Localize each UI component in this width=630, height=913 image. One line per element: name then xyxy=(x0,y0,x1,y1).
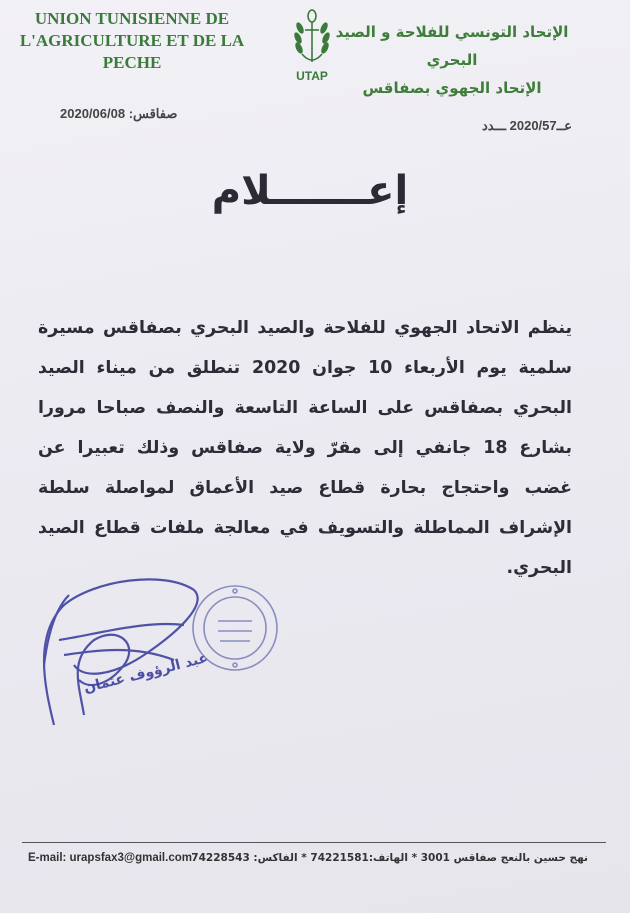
org-name-french xyxy=(12,8,252,74)
announcement-body: ينظم الاتحاد الجهوي للفلاحة والصيد البحري بصفاقس مسيرة سلمية يوم الأربعاء 10 جوان 2020 تنطلق من ميناء الصيد البحري بصفاقس على الساعة التاسعة والنصف صباحا مرورا بشارع 18 جانفي إلى مقرّ ولاية صفاقس وذلك تعبيرا عن غضب واحتجاج بحارة قطاع صيد الأعماق لمواصلة سلطة الإشراف المماطلة والتسويف في معالجة ملفات قطاع الصيد البحري. xyxy=(38,318,573,578)
org-name-ar-line1: الإتحاد التونسي للفلاحة و الصيد البحري xyxy=(335,23,569,69)
reference-number: عــ2020/57 ـــدد xyxy=(481,118,572,133)
org-name-arabic xyxy=(322,18,582,102)
document-title: إعـــــــلام xyxy=(211,168,409,214)
footer-address: نهج حسين بالنعج صفاقس 3001 * الهاتف:74221581 * الفاكس: 74228543 xyxy=(191,852,588,864)
signature-scribble xyxy=(24,565,209,730)
signatory-name: عبد الرؤوف عثمان xyxy=(82,650,210,697)
place-date: صفاقس: 2020/06/08 xyxy=(60,106,178,121)
footer-divider xyxy=(22,842,606,843)
org-name-fr-line2: L'AGRICULTURE ET DE LA PECHE xyxy=(19,31,245,72)
logo-text: UTAP xyxy=(296,69,328,83)
org-name-fr-line1: UNION TUNISIENNE DE xyxy=(34,9,230,28)
footer-email: E-mail: urapsfax3@gmail.com xyxy=(28,852,192,864)
official-stamp xyxy=(190,583,280,673)
org-name-ar-line2: الإتحاد الجهوي بصفاقس xyxy=(362,79,542,97)
